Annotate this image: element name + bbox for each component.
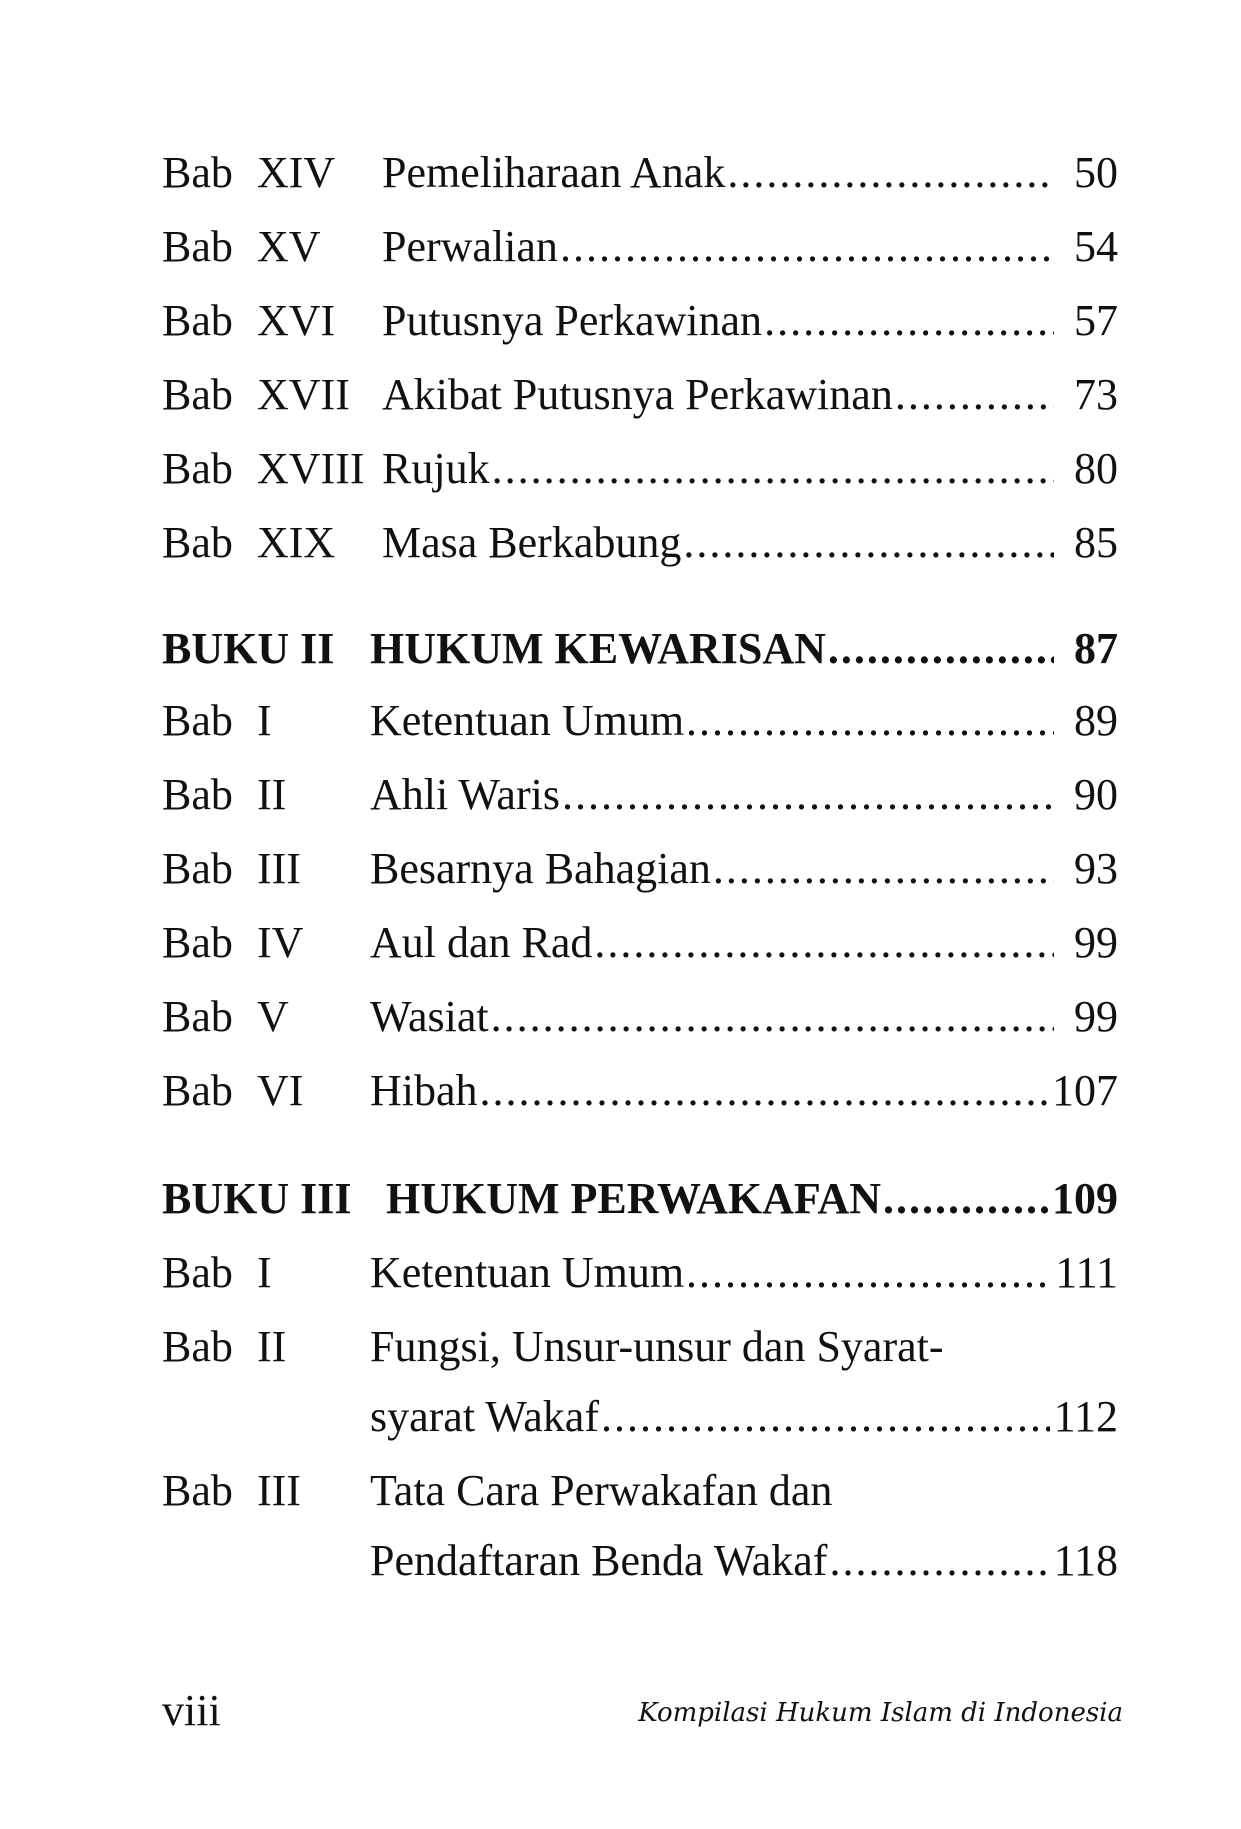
chapter-number: I: [257, 1248, 272, 1297]
title-row: [370, 690, 1118, 752]
page-number: 99: [1074, 918, 1118, 967]
chapter-title-line-1: Tata Cara Perwakafan dan: [370, 1466, 833, 1515]
toc-entry[interactable]: [162, 690, 1118, 752]
toc-entry[interactable]: [162, 290, 1118, 352]
toc-entry[interactable]: [162, 838, 1118, 900]
chapter-title: Akibat Putusnya Perkawinan: [382, 370, 893, 419]
dot-leader: [594, 912, 1054, 974]
page-number: 85: [1074, 518, 1118, 567]
dot-leader: [480, 1060, 1048, 1122]
chapter-title-line-2: Pendaftaran Benda Wakaf: [370, 1536, 828, 1585]
title-row: [370, 1060, 1118, 1122]
toc-entry[interactable]: [162, 512, 1118, 574]
page-number: 80: [1074, 444, 1118, 493]
title-row: [370, 764, 1118, 826]
chapter-title: Ketentuan Umum: [370, 696, 685, 745]
page-number: 50: [1074, 148, 1118, 197]
part-heading-buku-2[interactable]: [162, 618, 1118, 680]
chapter-label: Bab: [162, 770, 233, 819]
title-row: [382, 438, 1118, 500]
footer-book-title: Kompilasi Hukum Islam di Indonesia: [638, 1698, 1123, 1728]
chapter-number: XVII: [257, 370, 350, 419]
dot-leader: [828, 618, 1054, 680]
dot-leader: [560, 216, 1054, 278]
title-row: [382, 290, 1118, 352]
title-row: [370, 1386, 1118, 1448]
part-heading-buku-3[interactable]: [162, 1168, 1118, 1230]
chapter-label: Bab: [162, 1466, 233, 1515]
chapter-label: Bab: [162, 222, 233, 271]
page-number: 118: [1053, 1536, 1118, 1585]
page-number: 57: [1074, 296, 1118, 345]
title-row: [370, 986, 1118, 1048]
chapter-title: Masa Berkabung: [382, 518, 682, 567]
toc-entry[interactable]: [162, 1060, 1118, 1122]
chapter-number: XIV: [257, 148, 336, 197]
footer-page-number: viii: [162, 1686, 221, 1735]
chapter-title: Pemeliharaan Anak: [382, 148, 726, 197]
chapter-title: Perwalian: [382, 222, 558, 271]
chapter-number: XVI: [257, 296, 336, 345]
chapter-title-line-2: syarat Wakaf: [370, 1392, 599, 1441]
title-row: [370, 1530, 1118, 1592]
title-row: [382, 216, 1118, 278]
chapter-label: Bab: [162, 296, 233, 345]
part-title: HUKUM PERWAKAFAN: [386, 1174, 882, 1223]
toc-entry[interactable]: [162, 216, 1118, 278]
page-number: 109: [1052, 1174, 1118, 1223]
chapter-label: Bab: [162, 1322, 233, 1371]
part-label: BUKU II: [162, 624, 335, 673]
page-number: 93: [1074, 844, 1118, 893]
dot-leader: [601, 1386, 1050, 1448]
toc-entry[interactable]: [162, 438, 1118, 500]
dot-leader: [491, 986, 1054, 1048]
toc-entry[interactable]: [162, 912, 1118, 974]
title-row: [370, 912, 1118, 974]
chapter-title: Wasiat: [370, 992, 489, 1041]
chapter-label: Bab: [162, 370, 233, 419]
chapter-label: Bab: [162, 696, 233, 745]
title-row: [370, 1242, 1118, 1304]
dot-leader: [686, 1242, 1051, 1304]
toc-entry[interactable]: [162, 1316, 1118, 1452]
page-number: 99: [1074, 992, 1118, 1041]
toc-entry[interactable]: [162, 1460, 1118, 1596]
chapter-number: XV: [257, 222, 321, 271]
chapter-label: Bab: [162, 444, 233, 493]
chapter-title: Aul dan Rad: [370, 918, 593, 967]
title-row: [370, 618, 1118, 680]
chapter-label: Bab: [162, 1066, 233, 1115]
page-number: 111: [1055, 1248, 1118, 1297]
chapter-label: Bab: [162, 918, 233, 967]
part-label: BUKU III: [162, 1174, 352, 1223]
chapter-label: Bab: [162, 518, 233, 567]
chapter-title: Hibah: [370, 1066, 478, 1115]
title-row: [382, 512, 1118, 574]
page-number: 112: [1053, 1392, 1118, 1441]
page-number: 87: [1074, 624, 1118, 673]
page-number: 90: [1074, 770, 1118, 819]
toc-entry[interactable]: [162, 986, 1118, 1048]
title-row: [386, 1168, 1118, 1230]
chapter-number: XIX: [257, 518, 336, 567]
dot-leader: [562, 764, 1054, 826]
chapter-number: II: [257, 770, 287, 819]
toc-entry[interactable]: [162, 364, 1118, 426]
dot-leader: [829, 1530, 1049, 1592]
dot-leader: [727, 142, 1054, 204]
toc-entry[interactable]: [162, 1242, 1118, 1304]
chapter-title: Putusnya Perkawinan: [382, 296, 763, 345]
chapter-title: Rujuk: [382, 444, 490, 493]
chapter-label: Bab: [162, 1248, 233, 1297]
chapter-number: VI: [257, 1066, 304, 1115]
chapter-number: V: [257, 992, 289, 1041]
chapter-title: Ketentuan Umum: [370, 1248, 685, 1297]
dot-leader: [713, 838, 1054, 900]
chapter-number: III: [257, 844, 301, 893]
chapter-title-line-1: Fungsi, Unsur-unsur dan Syarat-: [370, 1322, 944, 1371]
dot-leader: [895, 364, 1054, 426]
chapter-label: Bab: [162, 148, 233, 197]
dot-leader: [883, 1168, 1048, 1230]
chapter-title: Besarnya Bahagian: [370, 844, 711, 893]
page-number: 107: [1052, 1066, 1118, 1115]
page-number: 89: [1074, 696, 1118, 745]
dot-leader: [686, 690, 1054, 752]
chapter-number: III: [257, 1466, 301, 1515]
chapter-label: Bab: [162, 844, 233, 893]
chapter-number: I: [257, 696, 272, 745]
title-row: [382, 142, 1118, 204]
chapter-label: Bab: [162, 992, 233, 1041]
toc-entry[interactable]: [162, 764, 1118, 826]
title-row: [370, 838, 1118, 900]
chapter-number: II: [257, 1322, 287, 1371]
chapter-title: Ahli Waris: [370, 770, 560, 819]
dot-leader: [683, 512, 1054, 574]
dot-leader: [492, 438, 1054, 500]
dot-leader: [764, 290, 1054, 352]
title-row: [382, 364, 1118, 426]
toc-entry[interactable]: [162, 142, 1118, 204]
part-title: HUKUM KEWARISAN: [370, 624, 826, 673]
page-number: 54: [1074, 222, 1118, 271]
page-number: 73: [1074, 370, 1118, 419]
chapter-number: IV: [257, 918, 304, 967]
chapter-number: XVIII: [257, 444, 365, 493]
